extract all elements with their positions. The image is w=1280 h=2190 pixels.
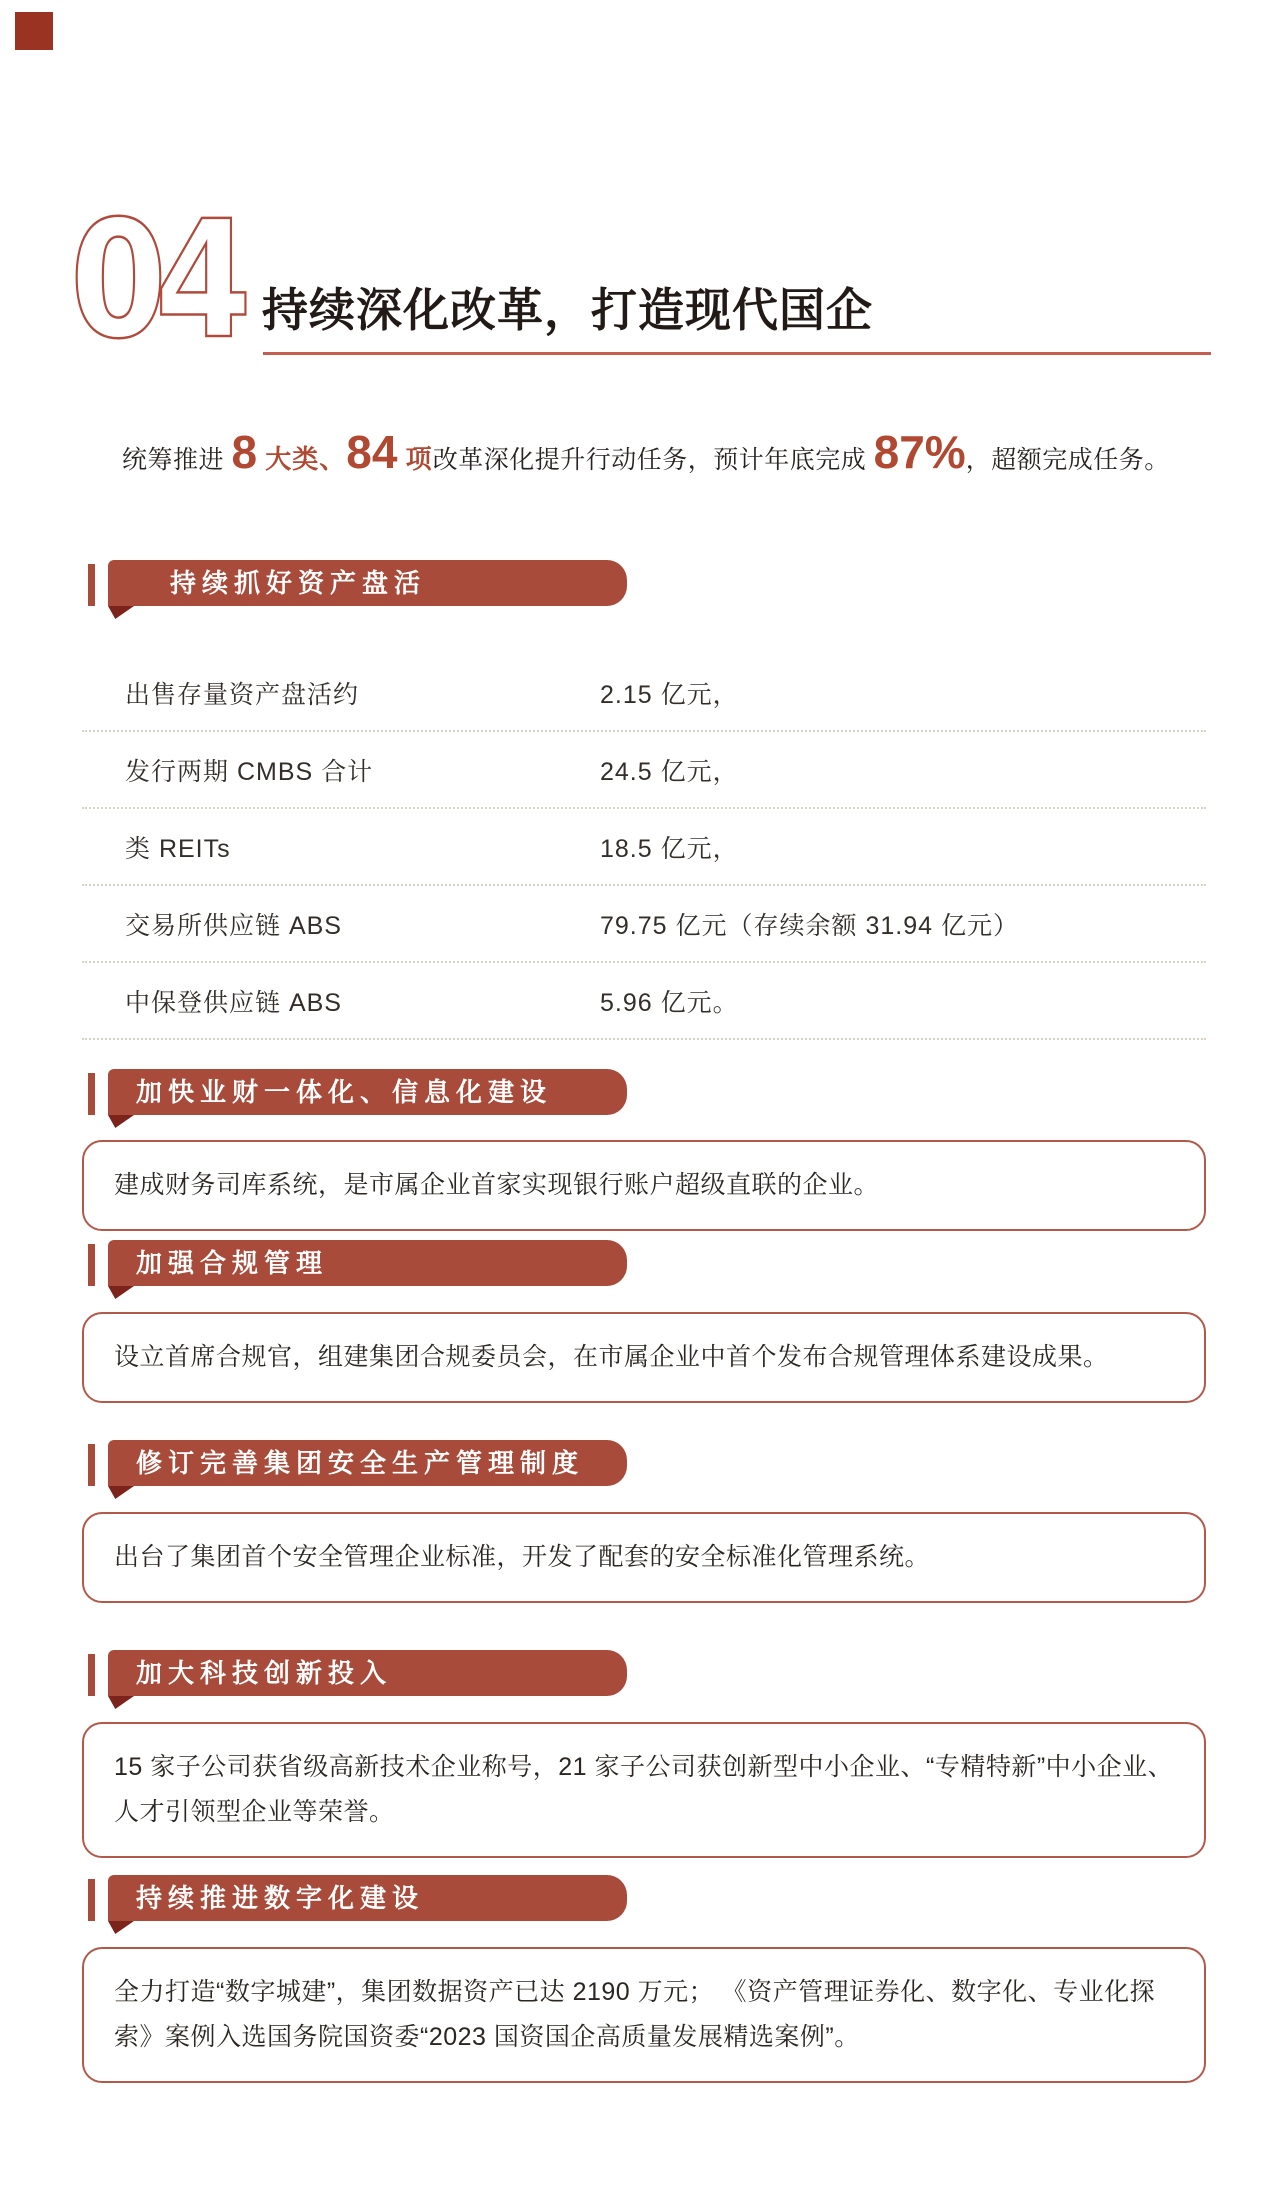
section-banner-finance-it — [88, 1069, 708, 1131]
corner-square — [15, 12, 53, 50]
info-box-innovation — [82, 1722, 1206, 1858]
summary-number-categories: 8 — [231, 426, 258, 478]
row-value: 24.5 亿元， — [600, 757, 739, 786]
row-value: 2.15 亿元， — [600, 680, 739, 709]
row-label: 类 REITs — [125, 834, 231, 863]
banner-fold — [108, 1696, 134, 1709]
summary-paragraph — [122, 424, 1242, 488]
section-title: 持续推进数字化建设 — [136, 1883, 425, 1913]
section-banner-digital — [88, 1875, 708, 1937]
page-title: 持续深化改革，打造现代国企 — [262, 284, 873, 336]
chapter-number: 04 — [70, 187, 240, 375]
table-row — [82, 886, 1206, 963]
row-label: 发行两期 CMBS 合计 — [125, 757, 374, 786]
info-box-digital — [82, 1947, 1206, 2083]
info-box-text: 全力打造“数字城建”，集团数据资产已达 2190 万元； 《资产管理证券化、数字化、专业化探索》案例入选国务院国资委“2023 国资国企高质量发展精选案例”。 — [114, 1978, 1156, 2051]
section-title: 持续抓好资产盘活 — [170, 568, 427, 598]
section-banner-compliance — [88, 1240, 708, 1302]
row-value: 79.75 亿元（存续余额 31.94 亿元） — [600, 911, 1019, 940]
section-ribbon — [108, 1875, 627, 1921]
info-box-finance-it — [82, 1140, 1206, 1231]
banner-fold — [108, 606, 134, 619]
section-ribbon — [108, 1240, 627, 1286]
info-box-text: 15 家子公司获省级高新技术企业称号，21 家子公司获创新型中小企业、“专精特新”中小企业、人才引领型企业等荣誉。 — [114, 1753, 1174, 1826]
summary-text: ，超额完成任务。 — [965, 446, 1170, 474]
banner-accent-bar — [88, 1654, 95, 1696]
row-label: 出售存量资产盘活约 — [125, 680, 360, 709]
summary-number-percent: 87% — [873, 426, 966, 478]
table-row — [82, 809, 1206, 886]
banner-accent-bar — [88, 1879, 95, 1921]
section-title: 加强合规管理 — [136, 1248, 329, 1278]
summary-text: 统筹推进 — [122, 446, 232, 474]
banner-accent-bar — [88, 564, 95, 606]
info-box-text: 设立首席合规官，组建集团合规委员会，在市属企业中首个发布合规管理体系建设成果。 — [114, 1343, 1109, 1371]
title-underline — [263, 352, 1211, 355]
row-label: 交易所供应链 ABS — [125, 911, 342, 940]
row-value: 5.96 亿元。 — [600, 988, 739, 1017]
summary-unit-categories: 大类、 — [257, 444, 347, 474]
banner-accent-bar — [88, 1444, 95, 1486]
table-row — [82, 732, 1206, 809]
banner-fold — [108, 1921, 134, 1934]
summary-unit-tasks: 项 — [397, 444, 433, 474]
section-title: 加快业财一体化、信息化建设 — [136, 1077, 553, 1107]
table-row — [82, 963, 1206, 1040]
section-ribbon — [108, 1069, 627, 1115]
banner-fold — [108, 1115, 134, 1128]
section-ribbon — [108, 1650, 627, 1696]
row-label: 中保登供应链 ABS — [125, 988, 342, 1017]
banner-accent-bar — [88, 1244, 95, 1286]
info-box-text: 建成财务司库系统，是市属企业首家实现银行账户超级直联的企业。 — [114, 1171, 880, 1199]
banner-accent-bar — [88, 1073, 95, 1115]
asset-table — [82, 655, 1206, 1040]
banner-fold — [108, 1286, 134, 1299]
section-banner-innovation — [88, 1650, 708, 1712]
table-row — [82, 655, 1206, 732]
section-banner-assets — [88, 560, 708, 622]
summary-number-tasks: 84 — [346, 426, 398, 478]
summary-text: 改革深化提升行动任务，预计年底完成 — [432, 446, 874, 474]
info-box-compliance — [82, 1312, 1206, 1403]
section-title: 修订完善集团安全生产管理制度 — [136, 1448, 585, 1478]
banner-fold — [108, 1486, 134, 1499]
info-box-safety — [82, 1512, 1206, 1603]
section-ribbon — [108, 560, 627, 606]
section-ribbon — [108, 1440, 627, 1486]
info-box-text: 出台了集团首个安全管理企业标准，开发了配套的安全标准化管理系统。 — [114, 1543, 931, 1571]
section-title: 加大科技创新投入 — [136, 1658, 393, 1688]
row-value: 18.5 亿元， — [600, 834, 739, 863]
section-banner-safety — [88, 1440, 708, 1502]
